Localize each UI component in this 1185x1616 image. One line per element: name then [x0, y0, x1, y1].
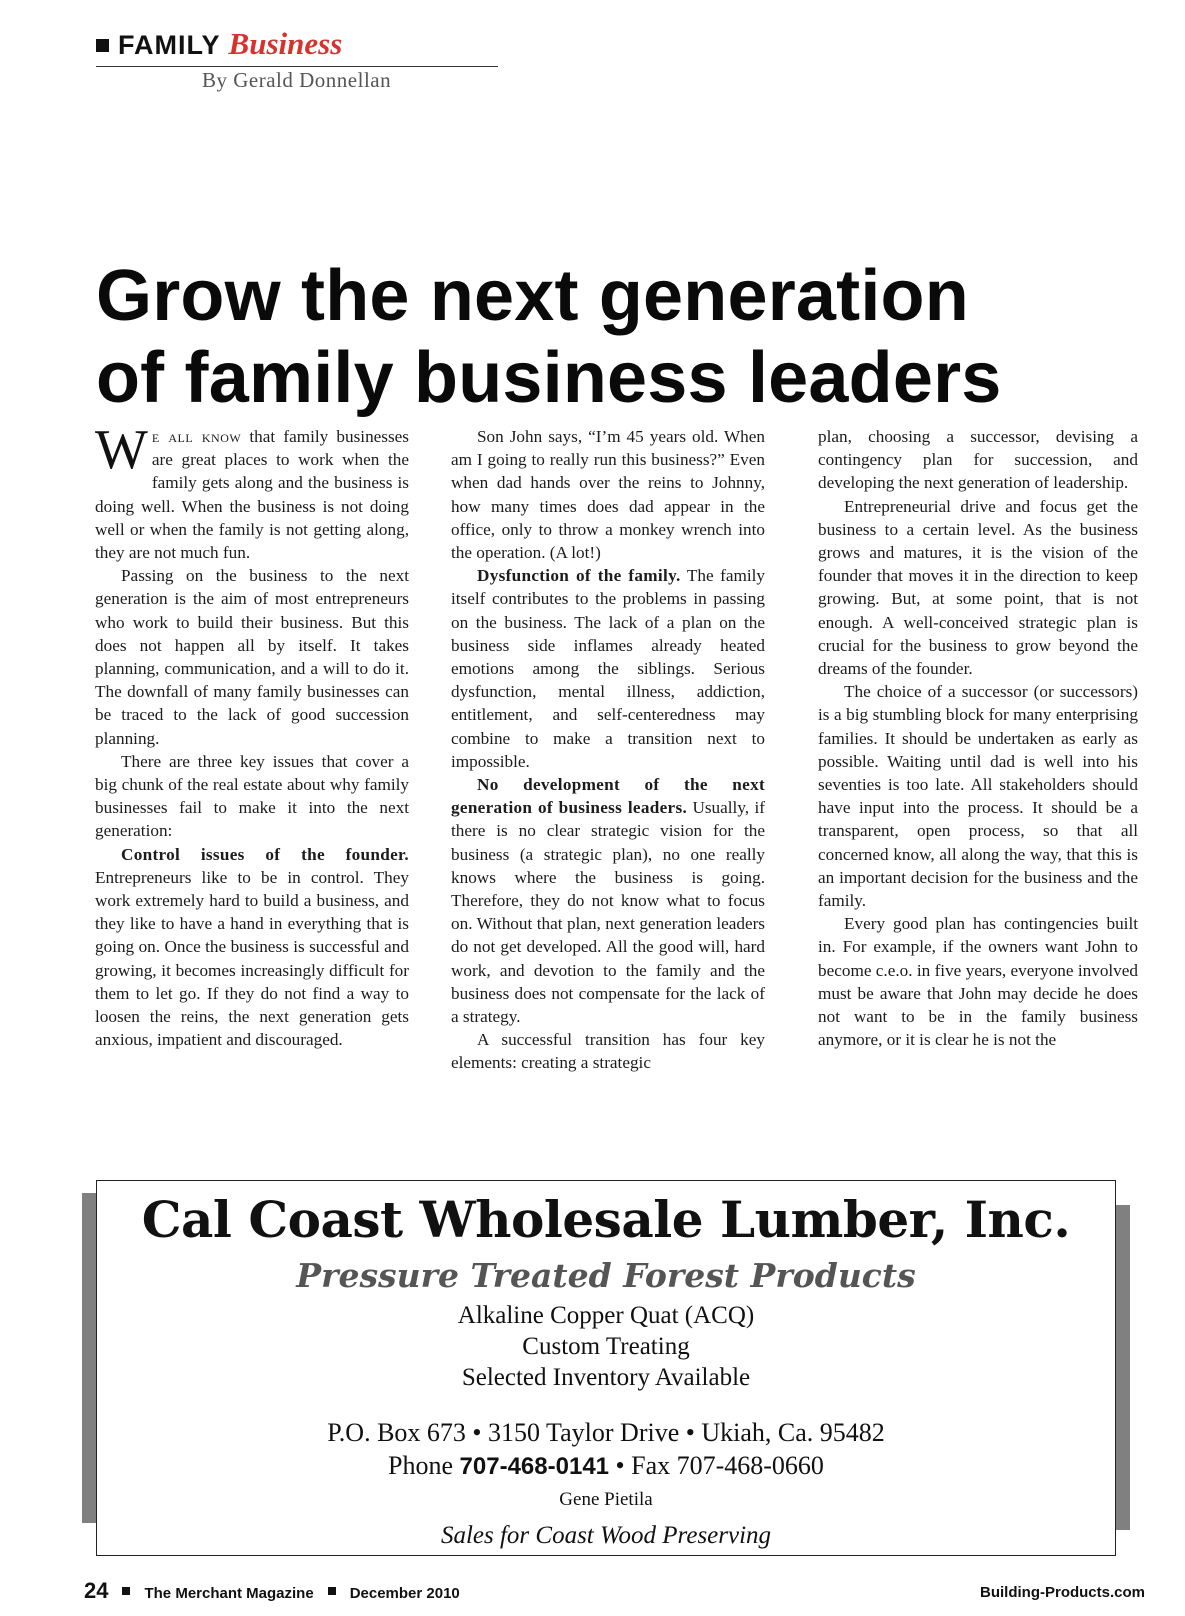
paragraph: Dysfunction of the family. The family itself contributes to the problems in passing on the business. The lack of a plan on the business side inflames already heated emotions among the siblings. Serious dysfunction, mental illness, addiction, entitlement, and self-centeredness may combine to make a transition next to impossible.	[451, 566, 765, 771]
paragraph: Entrepreneurial drive and focus get the business to a certain level. As the business grows and matures, it is the vision of the founder that moves it in the direction to keep growing. But, at some point, that is not enough. A well-conceived strategic plan is crucial for the business to grow beyond the dreams of the founder.	[818, 496, 1138, 679]
page-footer	[84, 1578, 460, 1604]
paragraph: Every good plan has contingencies built in. For example, if the owners want John to become c.e.o. in five years, everyone involved must be aware that John may decide he does not want to be in the family business anymore, or it is clear he is not the	[818, 914, 1138, 1050]
paragraph: Passing on the business to the next generation is the aim of most entrepreneurs who work to build their business. But this does not happen all by itself. It takes planning, communication, and a will to do it. The downfall of many family businesses can be traced to the lack of good succession planning.	[95, 566, 409, 748]
headline-line-1: Grow the next generation	[96, 256, 969, 336]
paragraph: No development of the next generation of business leaders. Usually, if there is no clear strategic vision for the business (a strategic plan), no one really knows where the business is going. Therefore, they do not know what to focus on. Without that plan, next generation leaders do not get developed. All the good will, hard work, and devotion to the family and the business does not compensate for the lack of a strategy.	[451, 775, 765, 1027]
drop-cap: W	[95, 419, 148, 481]
ad-service-line: Selected Inventory Available	[461, 1364, 751, 1391]
article-column-3	[818, 425, 1138, 1051]
headline	[96, 255, 1156, 419]
magazine-name: The Merchant Magazine	[144, 1585, 314, 1602]
footer-square-icon	[328, 1587, 336, 1595]
subhead-control-issues: Control issues of the founder.	[121, 844, 409, 864]
issue-date: December 2010	[349, 1585, 460, 1602]
paragraph: There are three key issues that cover a big chunk of the real estate about why family businesses fail to make it into the next generation:	[95, 751, 409, 841]
byline: By Gerald Donnellan	[202, 68, 392, 92]
subhead-no-development: No development of the next generation of business leaders.	[451, 775, 765, 818]
paragraph: plan, choosing a successor, devising a contingency plan for succession, and developing the next generation of leadership.	[818, 427, 1138, 493]
article-column-1	[95, 419, 409, 1051]
paragraph: A successful transition has four key elements: creating a strategic	[451, 1030, 765, 1073]
section-header	[96, 26, 498, 67]
website-url: Building-Products.com	[980, 1584, 1145, 1601]
headline-line-2: of family business leaders	[96, 338, 1002, 418]
paragraph: We all know that family businesses are great places to work when the family gets along and the business is doing well. When the business is not doing well or when the family is not getting along, they are not much fun.	[95, 419, 409, 563]
article-column-2	[451, 425, 765, 1075]
footer-square-icon	[122, 1587, 130, 1595]
page-number: 24	[84, 1578, 109, 1603]
ad-company-name: Cal Coast Wholesale Lumber, Inc.	[141, 1190, 1071, 1249]
ad-service-line: Custom Treating	[522, 1333, 690, 1360]
ad-tagline: Pressure Treated Forest Products	[296, 1256, 916, 1295]
ad-shadow-left	[82, 1193, 96, 1523]
ad-fax: • Fax 707-468-0660	[609, 1451, 824, 1480]
ad-phone-line: Phone 707-468-0141 • Fax 707-468-0660	[388, 1451, 824, 1480]
ad-footer-line: Sales for Coast Wood Preserving	[440, 1522, 772, 1549]
section-title-business: Business	[228, 26, 343, 61]
lead-in: e all know	[151, 427, 242, 446]
ad-service-line: Alkaline Copper Quat (ACQ)	[457, 1302, 755, 1329]
ad-shadow-right	[1114, 1205, 1130, 1530]
ad-contact-name: Gene Pietila	[559, 1489, 653, 1510]
paragraph: The choice of a successor (or successors) is a big stumbling block for many enterprising families. It should be undertaken as early as possible. Waiting until dad is well into his seventies is too late. All stakeholders should have input into the process. It should be a transparent, open process, so that all concerned know, all along the way, that this is an important decision for the business and the family.	[818, 682, 1138, 911]
paragraph: Control issues of the founder. Entrepreneurs like to be in control. They work extremely hard to build a business, and they like to have a hand in everything that is going on. Once the business is successful and growing, it becomes increasingly difficult for them to let go. If they do not find a way to loosen the reins, the next generation gets anxious, impatient and discouraged.	[95, 844, 409, 1050]
paragraph: Son John says, “I’m 45 years old. When am I going to really run this business?” Even when dad hands over the reins to Johnny, how many times does dad appear in the office, only to throw a monkey wrench into the operation. (A lot!)	[451, 427, 765, 563]
subhead-dysfunction: Dysfunction of the family.	[477, 566, 681, 586]
ad-phone-number: 707-468-0141	[459, 1453, 610, 1480]
section-title-family: FAMILY	[118, 30, 221, 60]
section-square-icon	[96, 39, 109, 52]
ad-address: P.O. Box 673 • 3150 Taylor Drive • Ukiah, Ca. 95482	[327, 1418, 885, 1447]
